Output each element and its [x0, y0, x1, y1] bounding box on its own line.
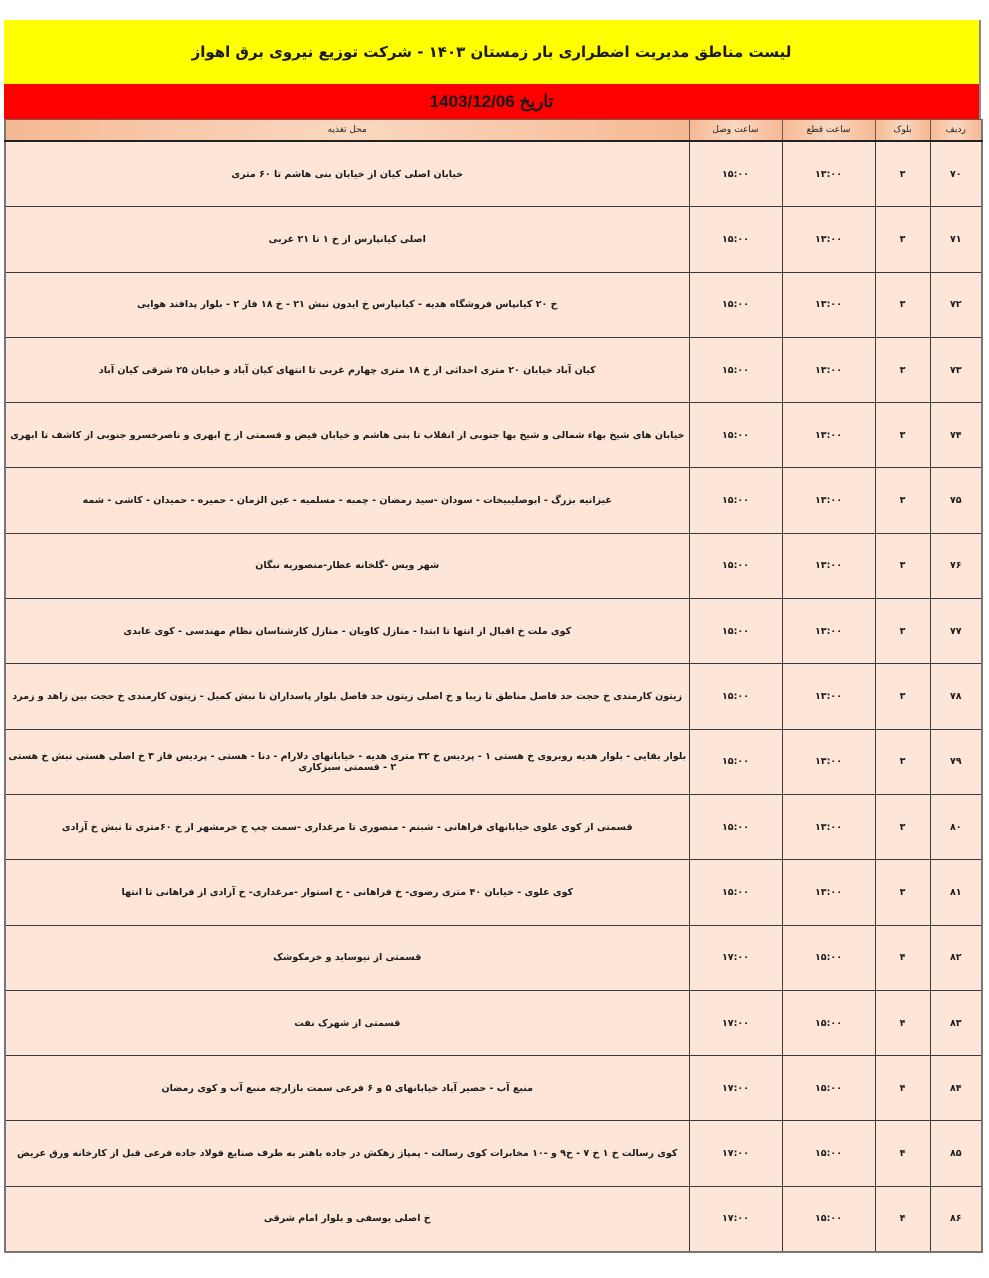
location-cell: منبع آب - حصیر آباد خیابانهای ۵ و ۶ فرعی سمت بازارچه منبع آب و کوی رمضان	[5, 1056, 689, 1121]
location-cell: کوی ملت خ اقبال از انتها تا ابتدا - منازل کاویان - منازل کارشناسان نظام مهندسی - کوی عابدی	[5, 599, 689, 664]
row-number-cell: ۷۹	[930, 729, 982, 794]
restore-time-cell: ۱۷:۰۰	[689, 990, 782, 1055]
row-number-cell: ۸۶	[930, 1186, 982, 1252]
cut-time-cell: ۱۳:۰۰	[782, 272, 875, 337]
location-cell: کیان آباد خیابان ۲۰ متری احداثی از خ ۱۸ متری چهارم غربی تا انتهای کیان آباد و خیابان ۲۵ شرقی کیان آباد	[5, 337, 689, 402]
restore-time-cell: ۱۵:۰۰	[689, 664, 782, 729]
row-number-cell: ۷۴	[930, 403, 982, 468]
table-row	[5, 794, 982, 859]
location-cell: اصلی کیانپارس از خ ۱ تا ۲۱ غربی	[5, 207, 689, 272]
location-cell: خ اصلی یوسفی و بلوار امام شرقی	[5, 1186, 689, 1252]
location-cell: شهر ویس -گلخانه عطار-منصوریه نبگان	[5, 533, 689, 598]
table-row	[5, 533, 982, 598]
cut-time-cell: ۱۳:۰۰	[782, 599, 875, 664]
cut-time-cell: ۱۳:۰۰	[782, 207, 875, 272]
cut-time-cell: ۱۵:۰۰	[782, 925, 875, 990]
table-row	[5, 468, 982, 533]
block-cell: ۴	[875, 1056, 930, 1121]
table-row	[5, 1121, 982, 1186]
row-number-cell: ۸۴	[930, 1056, 982, 1121]
block-cell: ۳	[875, 533, 930, 598]
column-header-restore-time: ساعت وصل	[689, 120, 782, 142]
row-number-cell: ۷۷	[930, 599, 982, 664]
row-number-cell: ۸۵	[930, 1121, 982, 1186]
table-row	[5, 729, 982, 794]
restore-time-cell: ۱۵:۰۰	[689, 468, 782, 533]
restore-time-cell: ۱۵:۰۰	[689, 860, 782, 925]
cut-time-cell: ۱۵:۰۰	[782, 1121, 875, 1186]
block-cell: ۳	[875, 272, 930, 337]
location-cell: قسمتی از کوی علوی خیابانهای فراهانی - شبنم - منصوری تا مرغداری -سمت چپ ج خرمشهر از خ ۶۰متری تا نبش خ آزادی	[5, 794, 689, 859]
table-row	[5, 990, 982, 1055]
page-title: لیست مناطق مدیریت اضطراری بار زمستان ۱۴۰۳ - شرکت توزیع نیروی برق اهواز	[191, 43, 792, 61]
block-cell: ۳	[875, 403, 930, 468]
cut-time-cell: ۱۳:۰۰	[782, 664, 875, 729]
table-row	[5, 1186, 982, 1252]
block-cell: ۳	[875, 207, 930, 272]
location-cell: خیابان اصلی کیان از خیابان بنی هاشم تا ۶۰ متری	[5, 141, 689, 207]
schedule-date: تاریخ 1403/12/06	[429, 91, 554, 111]
location-cell: کوی رسالت خ ۱ خ ۷ - خ۹ و -۱۰ مخابرات کوی رسالت - پمپاژ زهکش در جاده باهنر به طرف صنایع فولاد جاده فرعی قبل از کارخانه ورق عریض	[5, 1121, 689, 1186]
restore-time-cell: ۱۵:۰۰	[689, 141, 782, 207]
cut-time-cell: ۱۳:۰۰	[782, 533, 875, 598]
block-cell: ۳	[875, 729, 930, 794]
block-cell: ۴	[875, 1121, 930, 1186]
location-cell: بلوار بقایی - بلوار هدیه روبروی خ هستی ۱ - پردیس خ ۳۲ متری هدیه - خیابانهای دلارام - دنا - هستی - پردیس فاز ۳ خ اصلی هستی نبش خ هستی ۲ - قسمتی سبزکاری	[5, 729, 689, 794]
block-cell: ۳	[875, 337, 930, 402]
block-cell: ۳	[875, 599, 930, 664]
restore-time-cell: ۱۷:۰۰	[689, 925, 782, 990]
restore-time-cell: ۱۷:۰۰	[689, 1056, 782, 1121]
restore-time-cell: ۱۵:۰۰	[689, 403, 782, 468]
outage-schedule-sheet	[4, 20, 981, 1253]
column-header-row-number: ردیف	[930, 120, 982, 142]
cut-time-cell: ۱۳:۰۰	[782, 403, 875, 468]
row-number-cell: ۷۱	[930, 207, 982, 272]
table-header-row	[5, 120, 982, 142]
cut-time-cell: ۱۳:۰۰	[782, 729, 875, 794]
cut-time-cell: ۱۳:۰۰	[782, 468, 875, 533]
cut-time-cell: ۱۵:۰۰	[782, 990, 875, 1055]
row-number-cell: ۷۰	[930, 141, 982, 207]
row-number-cell: ۷۸	[930, 664, 982, 729]
column-header-cut-time: ساعت قطع	[782, 120, 875, 142]
row-number-cell: ۸۲	[930, 925, 982, 990]
table-row	[5, 925, 982, 990]
restore-time-cell: ۱۷:۰۰	[689, 1186, 782, 1252]
cut-time-cell: ۱۵:۰۰	[782, 1186, 875, 1252]
location-cell: کوی علوی - خیابان ۴۰ متری رضوی- خ فراهانی - خ استوار -مرغداری- خ آزادی از فراهانی تا انتها	[5, 860, 689, 925]
row-number-cell: ۷۵	[930, 468, 982, 533]
table-row	[5, 860, 982, 925]
location-cell: خیابان های شیخ بهاء شمالی و شیخ بها جنوبی از انقلاب تا بنی هاشم و خیابان فیض و قسمتی از خ ابهری و ناصرخسرو جنوبی از کاشف تا ابهری	[5, 403, 689, 468]
table-row	[5, 207, 982, 272]
column-header-location: محل تغذیه	[5, 120, 689, 142]
location-cell: قسمتی از نیوساید و خرمکوشک	[5, 925, 689, 990]
cut-time-cell: ۱۳:۰۰	[782, 860, 875, 925]
column-header-block: بلوک	[875, 120, 930, 142]
cut-time-cell: ۱۳:۰۰	[782, 794, 875, 859]
block-cell: ۴	[875, 925, 930, 990]
location-cell: قسمتی از شهرک نفت	[5, 990, 689, 1055]
block-cell: ۳	[875, 468, 930, 533]
cut-time-cell: ۱۳:۰۰	[782, 337, 875, 402]
restore-time-cell: ۱۵:۰۰	[689, 337, 782, 402]
restore-time-cell: ۱۵:۰۰	[689, 729, 782, 794]
row-number-cell: ۷۶	[930, 533, 982, 598]
cut-time-cell: ۱۵:۰۰	[782, 1056, 875, 1121]
table-row	[5, 1056, 982, 1121]
block-cell: ۴	[875, 1186, 930, 1252]
title-band	[4, 20, 981, 84]
table-row	[5, 664, 982, 729]
row-number-cell: ۸۱	[930, 860, 982, 925]
restore-time-cell: ۱۵:۰۰	[689, 207, 782, 272]
block-cell: ۳	[875, 794, 930, 859]
outage-table	[4, 119, 983, 1253]
block-cell: ۳	[875, 141, 930, 207]
restore-time-cell: ۱۵:۰۰	[689, 533, 782, 598]
block-cell: ۴	[875, 990, 930, 1055]
row-number-cell: ۷۲	[930, 272, 982, 337]
block-cell: ۳	[875, 860, 930, 925]
restore-time-cell: ۱۵:۰۰	[689, 794, 782, 859]
location-cell: زیتون کارمندی خ حجت حد فاصل مناطق تا زیبا و خ اصلی زیتون حد فاصل بلوار پاسداران تا نبش کمیل - زیتون کارمندی خ حجت بین زاهد و زمرد	[5, 664, 689, 729]
table-row	[5, 272, 982, 337]
location-cell: غیزانیه بزرگ - ابوصلیبیخات - سودان -سید رمضان - چمبه - مسلمیه - عین الزمان - حمیره - حمیدان - کاشی - شمه	[5, 468, 689, 533]
table-row	[5, 141, 982, 207]
row-number-cell: ۸۳	[930, 990, 982, 1055]
date-band	[4, 84, 981, 119]
row-number-cell: ۷۳	[930, 337, 982, 402]
cut-time-cell: ۱۳:۰۰	[782, 141, 875, 207]
row-number-cell: ۸۰	[930, 794, 982, 859]
block-cell: ۳	[875, 664, 930, 729]
table-row	[5, 599, 982, 664]
restore-time-cell: ۱۷:۰۰	[689, 1121, 782, 1186]
restore-time-cell: ۱۵:۰۰	[689, 272, 782, 337]
table-row	[5, 337, 982, 402]
table-row	[5, 403, 982, 468]
location-cell: خ ۲۰ کیانپاس فروشگاه هدیه - کیانپارس خ ایدون نبش ۲۱ - خ ۱۸ فاز ۲ - بلوار پدافند هوایی	[5, 272, 689, 337]
restore-time-cell: ۱۵:۰۰	[689, 599, 782, 664]
table-body	[5, 141, 982, 1252]
